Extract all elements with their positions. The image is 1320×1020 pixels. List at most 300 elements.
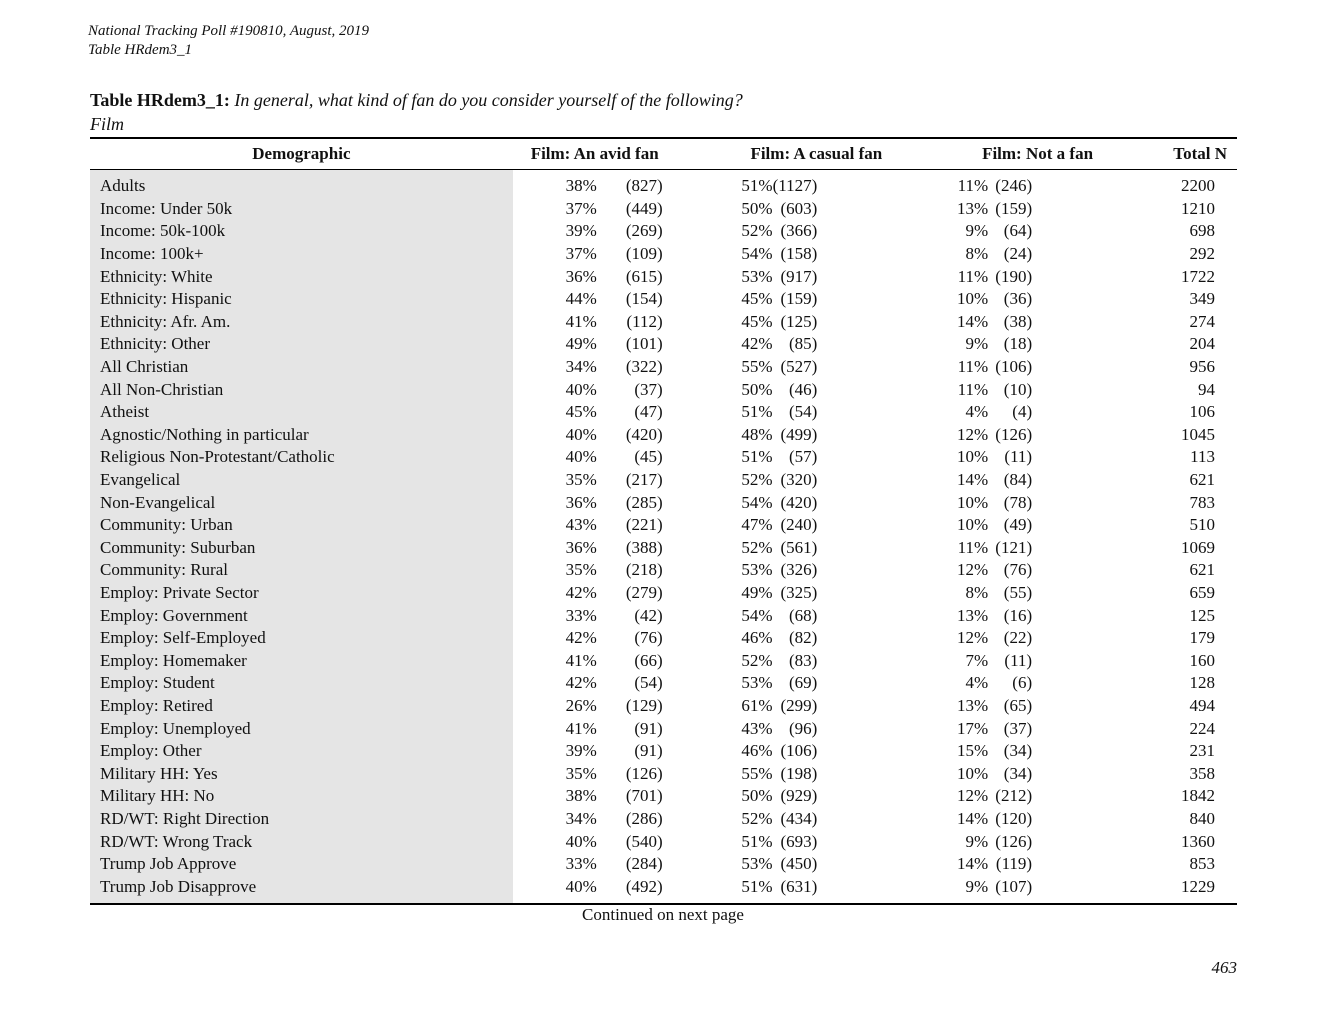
avid-count: (91) (634, 718, 663, 738)
spacer-cell (513, 446, 553, 469)
avid-percent: 39% (565, 221, 597, 241)
notfan-count: (34) (1003, 741, 1033, 761)
avid-percent: 45% (565, 402, 597, 422)
spacer-cell (513, 785, 553, 808)
casual-count: (158) (780, 244, 818, 264)
row-label: Trump Job Disapprove (90, 875, 513, 898)
notfan-count: (6) (1012, 673, 1033, 693)
avid-percent: 40% (565, 447, 597, 467)
spacer-cell (513, 243, 553, 266)
spacer-cell (1032, 853, 1097, 876)
table-row (90, 220, 1237, 243)
notfan-count: (107) (995, 876, 1033, 896)
casual-count: (693) (780, 831, 818, 851)
casual-percent: 45% (741, 289, 773, 309)
notfan-count: (212) (995, 786, 1033, 806)
avid-count: (129) (625, 695, 663, 715)
casual-percent: 53% (741, 673, 773, 693)
casual-count: (561) (780, 537, 818, 557)
table-row (90, 265, 1237, 288)
spacer-cell (817, 311, 882, 334)
spacer-cell (817, 559, 882, 582)
spacer-cell (513, 424, 553, 447)
spacer-cell (817, 288, 882, 311)
row-label: Income: 100k+ (90, 243, 513, 266)
notfan-percent: 9% (965, 334, 989, 354)
total-n: 1842 (1181, 786, 1215, 806)
total-n: 292 (1189, 244, 1215, 264)
row-label: All Christian (90, 356, 513, 379)
row-label: Ethnicity: White (90, 265, 513, 288)
avid-count: (284) (625, 854, 663, 874)
row-label: Ethnicity: Afr. Am. (90, 311, 513, 334)
spacer-cell (1032, 672, 1097, 695)
avid-percent: 33% (565, 854, 597, 874)
spacer-cell (513, 649, 553, 672)
running-header (88, 22, 369, 60)
notfan-percent: 14% (956, 854, 989, 874)
page-number: 463 (1211, 958, 1237, 977)
casual-percent: 53% (741, 266, 773, 286)
notfan-count: (121) (995, 537, 1033, 557)
notfan-percent: 14% (956, 311, 989, 331)
row-label: Religious Non-Protestant/Catholic (90, 446, 513, 469)
total-n: 358 (1189, 763, 1215, 783)
avid-count: (285) (625, 492, 663, 512)
avid-count: (47) (634, 402, 663, 422)
spacer-cell (1032, 198, 1097, 221)
casual-count: (83) (788, 650, 818, 670)
casual-percent: 46% (741, 741, 773, 761)
notfan-count: (49) (1003, 515, 1033, 535)
casual-count: (326) (780, 560, 818, 580)
avid-percent: 49% (565, 334, 597, 354)
avid-percent: 34% (565, 808, 597, 828)
spacer-cell (817, 446, 882, 469)
spacer-cell (1032, 220, 1097, 243)
table-row (90, 559, 1237, 582)
table-row (90, 672, 1237, 695)
avid-percent: 40% (565, 831, 597, 851)
spacer-cell (1032, 808, 1097, 831)
notfan-percent: 7% (965, 650, 989, 670)
notfan-count: (106) (995, 357, 1033, 377)
casual-count: (450) (780, 854, 818, 874)
spacer-cell (1032, 717, 1097, 740)
avid-percent: 36% (565, 266, 597, 286)
notfan-count: (159) (995, 198, 1033, 218)
continued-note: Continued on next page (582, 905, 744, 924)
table-row (90, 649, 1237, 672)
spacer-cell (817, 785, 882, 808)
spacer-cell (513, 198, 553, 221)
row-label: Atheist (90, 401, 513, 424)
table-row (90, 378, 1237, 401)
spacer-cell (1032, 356, 1097, 379)
notfan-count: (10) (1003, 379, 1033, 399)
casual-count: (68) (788, 605, 818, 625)
row-label: Ethnicity: Other (90, 333, 513, 356)
casual-percent: 51% (741, 447, 773, 467)
notfan-percent: 12% (956, 628, 989, 648)
row-label: Trump Job Approve (90, 853, 513, 876)
spacer-cell (513, 604, 553, 627)
total-n: 698 (1189, 221, 1215, 241)
table-row (90, 356, 1237, 379)
total-n: 1229 (1181, 876, 1215, 896)
casual-percent: 43% (741, 718, 773, 738)
table-row (90, 424, 1237, 447)
casual-percent: 42% (741, 334, 773, 354)
row-label: Employ: Retired (90, 695, 513, 718)
avid-percent: 40% (565, 379, 597, 399)
avid-percent: 34% (565, 357, 597, 377)
casual-count: (299) (780, 695, 818, 715)
spacer-cell (817, 175, 882, 198)
casual-percent: 50% (741, 198, 773, 218)
avid-percent: 42% (565, 673, 597, 693)
avid-percent: 37% (565, 198, 597, 218)
notfan-percent: 14% (956, 808, 989, 828)
spacer-cell (513, 491, 553, 514)
casual-count: (159) (780, 289, 818, 309)
spacer-cell (1032, 265, 1097, 288)
row-label: All Non-Christian (90, 378, 513, 401)
table-row (90, 717, 1237, 740)
spacer-cell (513, 582, 553, 605)
row-label: Employ: Private Sector (90, 582, 513, 605)
spacer-cell (817, 514, 882, 537)
avid-count: (322) (625, 357, 663, 377)
row-label: Employ: Unemployed (90, 717, 513, 740)
spacer-cell (817, 333, 882, 356)
spacer-cell (817, 243, 882, 266)
row-label: Evangelical (90, 469, 513, 492)
casual-percent: 54% (741, 492, 773, 512)
spacer-cell (817, 356, 882, 379)
avid-percent: 35% (565, 470, 597, 490)
notfan-percent: 12% (956, 424, 989, 444)
notfan-percent: 15% (956, 741, 989, 761)
spacer-cell (1032, 582, 1097, 605)
spacer-cell (1032, 311, 1097, 334)
total-n: 1069 (1181, 537, 1215, 557)
notfan-count: (22) (1003, 628, 1033, 648)
notfan-count: (24) (1003, 244, 1033, 264)
avid-percent: 41% (565, 311, 597, 331)
avid-percent: 35% (565, 560, 597, 580)
table-title (90, 88, 743, 136)
avid-count: (221) (625, 515, 663, 535)
casual-percent: 50% (741, 379, 773, 399)
total-n: 1360 (1181, 831, 1215, 851)
spacer-cell (817, 604, 882, 627)
spacer-cell (513, 808, 553, 831)
spacer-cell (513, 762, 553, 785)
notfan-percent: 11% (957, 537, 989, 557)
casual-count: (434) (780, 808, 818, 828)
table-row (90, 853, 1237, 876)
avid-count: (76) (634, 628, 663, 648)
casual-count: (420) (780, 492, 818, 512)
row-label: Employ: Self-Employed (90, 627, 513, 650)
avid-percent: 42% (565, 628, 597, 648)
poll-name: National Tracking Poll #190810, August, 2019 (88, 23, 369, 39)
casual-count: (325) (780, 582, 818, 602)
avid-percent: 36% (565, 492, 597, 512)
total-n: 179 (1189, 628, 1215, 648)
casual-percent: 52% (741, 470, 773, 490)
casual-percent: 50% (741, 786, 773, 806)
total-n: 621 (1189, 560, 1215, 580)
casual-percent: 52% (741, 650, 773, 670)
notfan-count: (4) (1012, 402, 1033, 422)
spacer-cell (817, 378, 882, 401)
casual-percent: 49% (741, 582, 773, 602)
notfan-percent: 8% (965, 582, 989, 602)
spacer-cell (1032, 401, 1097, 424)
casual-count: (366) (780, 221, 818, 241)
casual-count: (917) (780, 266, 818, 286)
spacer-cell (1032, 537, 1097, 560)
avid-count: (112) (626, 311, 663, 331)
notfan-count: (84) (1003, 470, 1033, 490)
avid-count: (492) (625, 876, 663, 896)
spacer-cell (513, 378, 553, 401)
row-label: Employ: Homemaker (90, 649, 513, 672)
row-label: Community: Rural (90, 559, 513, 582)
avid-percent: 38% (565, 176, 597, 196)
notfan-percent: 10% (956, 289, 989, 309)
table-row (90, 469, 1237, 492)
col-total: Total N (1097, 138, 1237, 170)
row-label: Income: Under 50k (90, 198, 513, 221)
spacer-cell (817, 740, 882, 763)
casual-percent: 52% (741, 808, 773, 828)
avid-percent: 43% (565, 515, 597, 535)
spacer-cell (1032, 649, 1097, 672)
notfan-count: (119) (995, 854, 1033, 874)
table-row (90, 243, 1237, 266)
col-casual: Film: A casual fan (663, 138, 883, 170)
spacer-cell (513, 740, 553, 763)
casual-percent: 55% (741, 763, 773, 783)
casual-percent: 51% (741, 402, 773, 422)
total-n: 2200 (1181, 176, 1215, 196)
notfan-count: (38) (1003, 311, 1033, 331)
casual-percent: 54% (741, 605, 773, 625)
total-n: 128 (1189, 673, 1215, 693)
table-row (90, 333, 1237, 356)
avid-percent: 33% (565, 605, 597, 625)
table-row (90, 762, 1237, 785)
notfan-percent: 13% (956, 695, 989, 715)
casual-percent: 51% (741, 831, 773, 851)
total-n: 94 (1198, 379, 1215, 399)
spacer-cell (1032, 559, 1097, 582)
spacer-cell (513, 311, 553, 334)
table-row (90, 311, 1237, 334)
row-label: Community: Suburban (90, 537, 513, 560)
casual-percent: 48% (741, 424, 773, 444)
avid-count: (109) (625, 244, 663, 264)
spacer-cell (513, 288, 553, 311)
avid-count: (154) (625, 289, 663, 309)
notfan-percent: 10% (956, 515, 989, 535)
spacer-cell (817, 582, 882, 605)
total-n: 853 (1189, 854, 1215, 874)
notfan-percent: 14% (956, 470, 989, 490)
total-n: 659 (1189, 582, 1215, 602)
col-avid: Film: An avid fan (513, 138, 663, 170)
row-label: Adults (90, 175, 513, 198)
spacer-cell (1032, 288, 1097, 311)
avid-count: (540) (625, 831, 663, 851)
spacer-cell (817, 627, 882, 650)
notfan-percent: 11% (957, 266, 989, 286)
total-n: 204 (1189, 334, 1215, 354)
casual-percent: 52% (741, 221, 773, 241)
spacer-cell (817, 491, 882, 514)
avid-count: (218) (625, 560, 663, 580)
avid-percent: 41% (565, 718, 597, 738)
avid-count: (286) (625, 808, 663, 828)
spacer-cell (817, 830, 882, 853)
notfan-count: (37) (1003, 718, 1033, 738)
casual-count: (82) (788, 628, 818, 648)
total-n: 1045 (1181, 424, 1215, 444)
casual-count: (69) (788, 673, 818, 693)
avid-count: (126) (625, 763, 663, 783)
spacer-cell (1032, 695, 1097, 718)
casual-percent: 53% (741, 854, 773, 874)
col-notfan: Film: Not a fan (882, 138, 1097, 170)
spacer-cell (1032, 762, 1097, 785)
notfan-percent: 13% (956, 605, 989, 625)
col-demographic: Demographic (90, 138, 513, 170)
casual-percent: 53% (741, 560, 773, 580)
spacer-cell (513, 717, 553, 740)
notfan-count: (11) (1004, 650, 1033, 670)
total-n: 956 (1189, 357, 1215, 377)
notfan-count: (120) (995, 808, 1033, 828)
spacer-cell (817, 649, 882, 672)
spacer-cell (817, 875, 882, 898)
notfan-count: (76) (1003, 560, 1033, 580)
notfan-percent: 12% (956, 560, 989, 580)
spacer-cell (817, 808, 882, 831)
avid-percent: 37% (565, 244, 597, 264)
total-n: 349 (1189, 289, 1215, 309)
notfan-count: (190) (995, 266, 1033, 286)
notfan-count: (126) (995, 424, 1033, 444)
spacer-cell (513, 695, 553, 718)
spacer-cell (817, 537, 882, 560)
total-n: 1722 (1181, 266, 1215, 286)
table-row (90, 198, 1237, 221)
avid-count: (279) (625, 582, 663, 602)
notfan-count: (78) (1003, 492, 1033, 512)
table-row (90, 695, 1237, 718)
spacer-cell (1032, 333, 1097, 356)
spacer-cell (1032, 785, 1097, 808)
spacer-cell (513, 265, 553, 288)
casual-percent: 55% (741, 357, 773, 377)
row-label: Non-Evangelical (90, 491, 513, 514)
avid-count: (45) (634, 447, 663, 467)
avid-count: (701) (625, 786, 663, 806)
spacer-cell (1032, 446, 1097, 469)
notfan-percent: 10% (956, 447, 989, 467)
casual-percent: 54% (741, 244, 773, 264)
table-row (90, 514, 1237, 537)
notfan-percent: 8% (965, 244, 989, 264)
avid-count: (42) (634, 605, 663, 625)
casual-percent: 51% (741, 176, 773, 196)
table-row (90, 740, 1237, 763)
avid-count: (54) (634, 673, 663, 693)
total-n: 783 (1189, 492, 1215, 512)
table-row (90, 808, 1237, 831)
row-label: Community: Urban (90, 514, 513, 537)
casual-count: (1127) (772, 176, 818, 196)
notfan-count: (65) (1003, 695, 1033, 715)
table-title-label: Table HRdem3_1: (90, 90, 230, 110)
notfan-percent: 11% (957, 176, 989, 196)
row-label: Employ: Other (90, 740, 513, 763)
avid-count: (388) (625, 537, 663, 557)
spacer-cell (817, 220, 882, 243)
avid-percent: 38% (565, 786, 597, 806)
notfan-percent: 11% (957, 357, 989, 377)
casual-percent: 45% (741, 311, 773, 331)
spacer-cell (513, 537, 553, 560)
avid-count: (420) (625, 424, 663, 444)
table-row (90, 875, 1237, 898)
spacer-cell (817, 265, 882, 288)
casual-count: (499) (780, 424, 818, 444)
total-n: 160 (1189, 650, 1215, 670)
spacer-cell (1032, 424, 1097, 447)
notfan-percent: 12% (956, 786, 989, 806)
spacer-cell (513, 333, 553, 356)
spacer-cell (513, 875, 553, 898)
casual-count: (527) (780, 357, 818, 377)
spacer-cell (1032, 627, 1097, 650)
casual-count: (240) (780, 515, 818, 535)
casual-count: (125) (780, 311, 818, 331)
casual-count: (54) (788, 402, 818, 422)
avid-count: (827) (625, 176, 663, 196)
total-n: 224 (1189, 718, 1215, 738)
table-row (90, 537, 1237, 560)
notfan-count: (36) (1003, 289, 1033, 309)
table-row (90, 582, 1237, 605)
notfan-count: (18) (1003, 334, 1033, 354)
spacer-cell (817, 762, 882, 785)
total-n: 621 (1189, 470, 1215, 490)
table-row (90, 446, 1237, 469)
table-row (90, 785, 1237, 808)
total-n: 113 (1190, 447, 1215, 467)
spacer-cell (1032, 830, 1097, 853)
table-row (90, 491, 1237, 514)
casual-count: (929) (780, 786, 818, 806)
spacer-cell (1032, 491, 1097, 514)
total-n: 231 (1189, 741, 1215, 761)
spacer-cell (1032, 875, 1097, 898)
avid-percent: 35% (565, 763, 597, 783)
